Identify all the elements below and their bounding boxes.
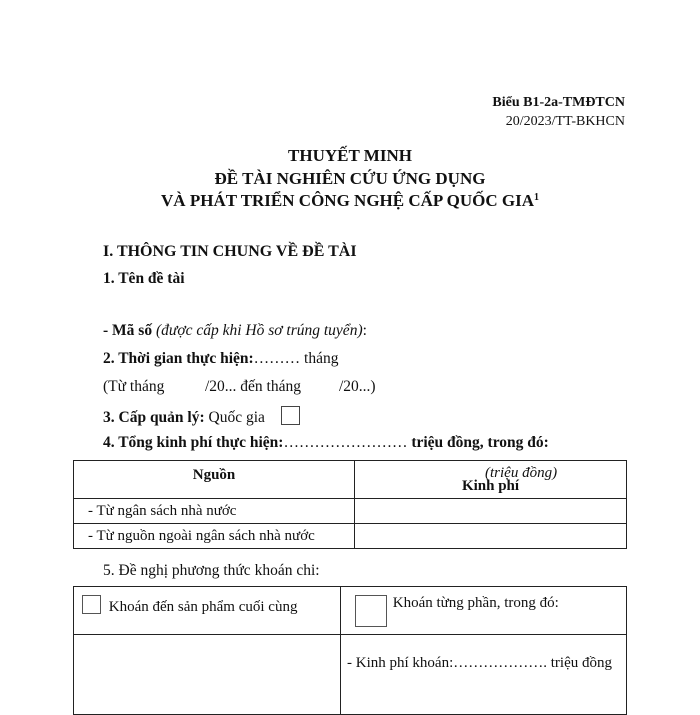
item-duration-range-to: /20... đến tháng <box>205 378 301 395</box>
form-circular <box>506 114 625 130</box>
option-partial-checkbox[interactable] <box>355 595 387 627</box>
document-subtitle-2 <box>0 191 700 211</box>
option-full-cell <box>74 587 341 635</box>
header-amount-unit: (triệu đồng) <box>485 465 558 481</box>
document-title: THUYẾT MINH <box>288 146 412 165</box>
table-row <box>74 524 627 549</box>
option-partial-details <box>341 635 627 715</box>
document-subtitle-2-text: VÀ PHÁT TRIỂN CÔNG NGHỆ CẤP QUỐC GIA <box>161 191 534 210</box>
form-code <box>492 95 625 111</box>
national-level-checkbox[interactable] <box>281 406 300 425</box>
option-partial-cell <box>341 587 627 635</box>
document-subtitle-1: ĐỀ TÀI NGHIÊN CỨU ỨNG DỤNG <box>214 169 486 188</box>
item-topic-name <box>103 270 185 288</box>
header-amount-label: Kinh phí <box>461 478 520 494</box>
footnote-marker: 1 <box>533 192 539 203</box>
item-contracting-method: 5. Đề nghị phương thức khoán chi: <box>103 562 320 579</box>
row-source-non-state-budget: - Từ nguồn ngoài ngân sách nhà nước <box>74 524 355 549</box>
form-circular-number: 20/2023/TT-BKHCN <box>505 114 625 129</box>
item-topic-name-label: 1. Tên đề tài <box>103 270 185 287</box>
item-total-budget-label: 4. Tổng kinh phí thực hiện: <box>103 434 284 451</box>
contracting-method-table <box>73 586 627 715</box>
item-total-budget-unit: triệu đồng, trong đó: <box>411 434 549 451</box>
item-code-label: - Mã số <box>103 322 153 339</box>
item-duration-value: ……… tháng <box>253 350 339 367</box>
option-full-checkbox[interactable] <box>82 595 101 614</box>
partial-budget-unit: triệu đồng <box>550 655 612 671</box>
item-duration <box>103 350 338 368</box>
table-row <box>74 499 627 524</box>
item-total-budget-dots: …………………… <box>283 434 408 451</box>
partial-budget-label: - Kinh phí khoán: <box>347 655 454 671</box>
item-code <box>103 322 367 340</box>
form-code-number: Biểu B1-2a-TMĐTCN <box>492 95 625 110</box>
row-source-state-budget: - Từ ngân sách nhà nước <box>74 499 355 524</box>
item-duration-label: 2. Thời gian thực hiện: <box>103 350 254 367</box>
item-management-level-label: 3. Cấp quản lý: <box>103 409 205 426</box>
contracting-options-row <box>74 587 627 635</box>
option-partial-label: Khoán từng phần, trong đó: <box>392 595 559 611</box>
section-heading-general-info: I. THÔNG TIN CHUNG VỀ ĐỀ TÀI <box>103 243 357 260</box>
option-full-details <box>74 635 341 715</box>
item-code-note: (được cấp khi Hồ sơ trúng tuyển) <box>155 322 363 339</box>
funding-table <box>73 460 627 549</box>
header-amount <box>355 461 627 499</box>
row-amount-non-state-budget[interactable] <box>355 524 627 549</box>
item-management-level <box>103 406 300 427</box>
item-duration-range-from: (Từ tháng <box>103 378 165 395</box>
header-source: Nguồn <box>74 461 355 499</box>
item-management-level-value: Quốc gia <box>208 409 265 426</box>
item-total-budget <box>103 434 549 452</box>
funding-table-header <box>74 461 627 499</box>
item-code-colon: : <box>362 322 367 339</box>
partial-budget-dots: ………………. <box>453 655 547 671</box>
item-duration-range-end: /20...) <box>339 378 376 395</box>
row-amount-state-budget[interactable] <box>355 499 627 524</box>
contracting-details-row <box>74 635 627 715</box>
option-full-label: Khoán đến sản phẩm cuối cùng <box>108 599 298 615</box>
